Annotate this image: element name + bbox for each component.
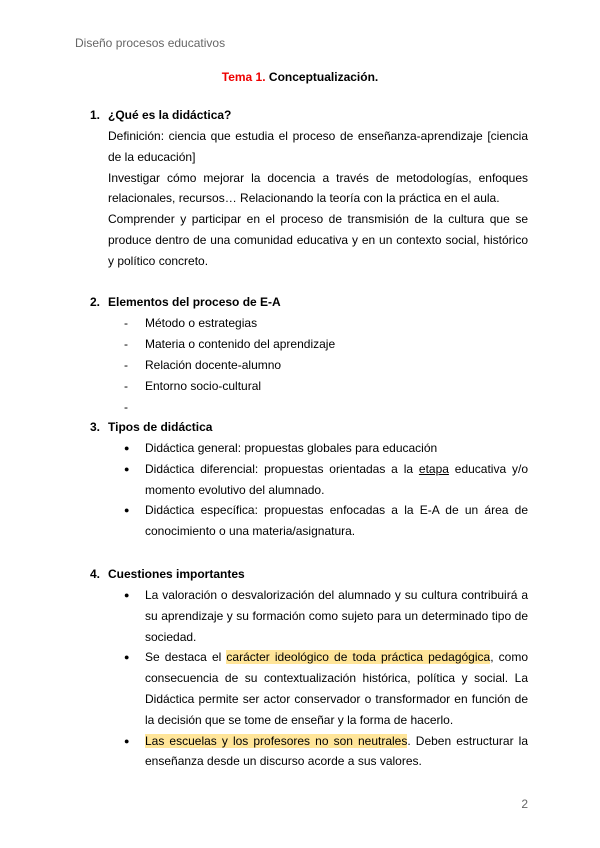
- definition-paragraph: Definición: ciencia que estudia el proceso de enseñanza-aprendizaje [ciencia de la educación]: [108, 129, 528, 164]
- list-item-text: Se destaca el: [145, 650, 227, 665]
- investigate-paragraph: Investigar cómo mejorar la docencia a través de metodologías, enfoques relacionales, recursos… Relacionando la teoría con la práctica en el aula.: [108, 170, 528, 206]
- dash-marker: -: [124, 379, 128, 393]
- elements-list: [124, 313, 335, 418]
- list-item: ● Didáctica general: propuestas globales para educación: [124, 438, 528, 459]
- list-item: [124, 313, 335, 334]
- section-2-number: 2.: [90, 295, 101, 309]
- didactics-types-list: [124, 438, 528, 542]
- dash-marker: -: [124, 316, 128, 330]
- list-item-text: . Deben estructurar la enseñanza desde un discurso acorde a sus valores.: [145, 733, 528, 769]
- section-3-title: Tipos de didáctica: [108, 420, 213, 434]
- list-item: [124, 459, 528, 501]
- list-item-text: Método o estrategias: [145, 316, 258, 330]
- page-number: 2: [521, 797, 528, 811]
- underlined-word: etapa: [418, 461, 449, 476]
- title-text: Conceptualización.: [265, 70, 379, 84]
- section-3-number: 3.: [90, 420, 101, 434]
- section-1-number: 1.: [90, 108, 101, 122]
- page-title: [0, 70, 600, 84]
- dash-marker: -: [124, 400, 128, 414]
- important-issues-list: [124, 585, 528, 772]
- section-3-heading: [90, 420, 212, 434]
- dash-marker: -: [124, 358, 128, 372]
- title-number: Tema 1.: [221, 70, 266, 84]
- list-item-text: Relación docente-alumno: [145, 358, 282, 372]
- highlighted-text: carácter ideológico de toda práctica pedagógica: [226, 650, 491, 665]
- list-item: [124, 397, 335, 418]
- document-header: Diseño procesos educativos: [75, 36, 226, 50]
- list-item: [124, 334, 335, 355]
- understand-paragraph: Comprender y participar en el proceso de transmisión de la cultura que se produce dentro de una comunidad educativa y en un contexto social, histórico y político concreto.: [108, 212, 528, 268]
- list-item-text: educativa y/o momento evolutivo del alumnado.: [145, 461, 528, 497]
- dash-marker: -: [124, 337, 128, 351]
- list-item: [124, 376, 335, 397]
- list-item: [124, 647, 528, 730]
- list-item-text: Entorno socio-cultural: [145, 379, 262, 393]
- list-item: [124, 355, 335, 376]
- highlighted-text: Las escuelas y los profesores no son neutrales: [145, 733, 408, 748]
- section-4-title: Cuestiones importantes: [108, 567, 245, 581]
- section-1-title: ¿Qué es la didáctica?: [108, 108, 232, 122]
- list-item: [124, 731, 528, 773]
- list-item: ● La valoración o desvalorización del alumnado y su cultura contribuirá a su aprendizaje y su formación como sujeto para un determinado tipo de sociedad.: [124, 585, 528, 647]
- section-2-heading: [90, 295, 281, 309]
- section-4-heading: [90, 567, 245, 581]
- section-2-title: Elementos del proceso de E-A: [108, 295, 281, 309]
- list-item-text: Didáctica diferencial: propuestas orientadas a la: [145, 461, 419, 476]
- list-item-text: Materia o contenido del aprendizaje: [145, 337, 336, 351]
- list-item: ● Didáctica específica: propuestas enfocadas a la E-A de un área de conocimiento o una materia/asignatura.: [124, 500, 528, 542]
- section-1-heading: [90, 108, 231, 122]
- list-item-text: , como consecuencia de su contextualización histórica, política y social. La Didáctica permite ser actor conservador o transformador en función de la decisión que se tome de enseñar y la forma de hacerlo.: [145, 650, 529, 727]
- section-4-number: 4.: [90, 567, 101, 581]
- section-1-body: [108, 126, 528, 272]
